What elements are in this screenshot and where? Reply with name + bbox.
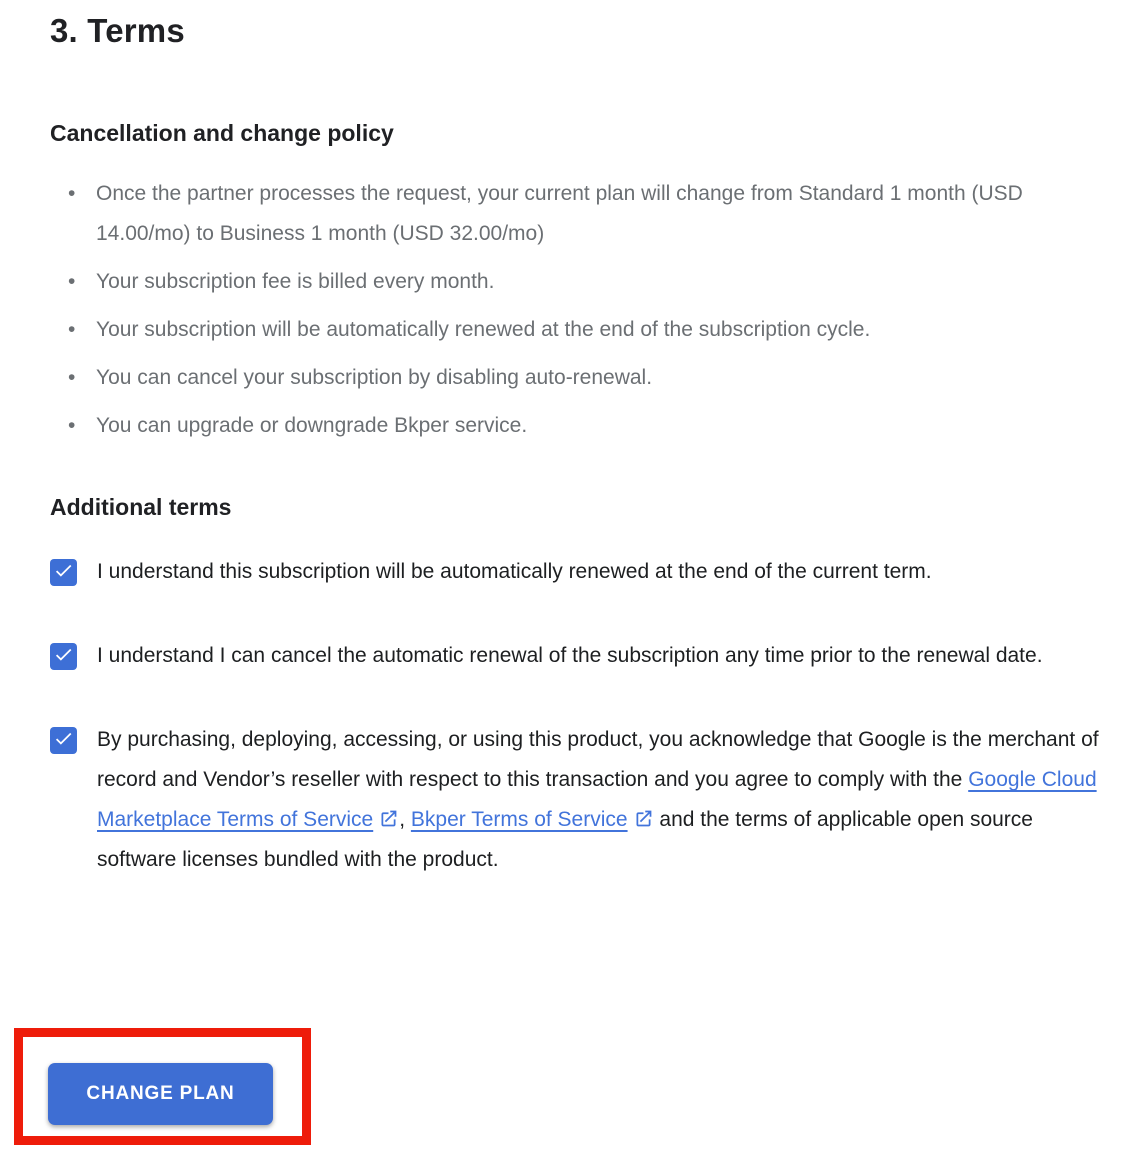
bullet-icon: • xyxy=(68,414,76,437)
list-item xyxy=(68,358,1114,398)
cancellation-policy-list xyxy=(50,174,1114,446)
list-item-text: You can upgrade or downgrade Bkper service. xyxy=(96,414,528,437)
list-item-text: Your subscription will be automatically renewed at the end of the subscription cycle. xyxy=(96,318,871,341)
cancel-anytime-checkbox[interactable] xyxy=(50,643,77,670)
check-icon xyxy=(53,560,74,586)
list-item xyxy=(68,174,1114,254)
check-icon xyxy=(53,728,74,754)
bkper-terms-link[interactable]: Bkper Terms of Service xyxy=(410,808,628,831)
list-item-text: You can cancel your subscription by disabling auto-renewal. xyxy=(96,366,653,389)
list-item xyxy=(68,406,1114,446)
checkbox-row-merchant-of-record xyxy=(50,720,1114,880)
list-item xyxy=(68,262,1114,302)
page-title: 3. Terms xyxy=(50,12,185,49)
cancellation-policy-heading: Cancellation and change policy xyxy=(50,120,394,146)
list-item xyxy=(68,310,1114,350)
list-item-text: Your subscription fee is billed every month. xyxy=(96,270,495,293)
check-icon xyxy=(53,644,74,670)
additional-terms-heading: Additional terms xyxy=(50,494,232,520)
bullet-icon: • xyxy=(68,182,76,205)
change-plan-button[interactable]: CHANGE PLAN xyxy=(48,1063,273,1125)
bullet-icon: • xyxy=(68,270,76,293)
marketplace-terms-link[interactable]: Google Cloud Marketplace Terms of Service xyxy=(97,768,1097,831)
label-text: , xyxy=(399,808,411,831)
label-text: By purchasing, deploying, accessing, or using this product, you acknowledge that Google is the merchant of record and Vendor’s reseller with respect to this transaction and you agree to comply with the xyxy=(97,728,1099,791)
checkbox-row-cancel-anytime xyxy=(50,636,1114,676)
open-in-new-icon xyxy=(373,808,399,831)
bullet-icon: • xyxy=(68,366,76,389)
open-in-new-icon xyxy=(628,808,654,831)
checkbox-label: I understand I can cancel the automatic renewal of the subscription any time prior to the renewal date. xyxy=(97,644,1043,667)
bullet-icon: • xyxy=(68,318,76,341)
auto-renew-checkbox[interactable] xyxy=(50,559,77,586)
merchant-of-record-checkbox[interactable] xyxy=(50,727,77,754)
checkbox-row-auto-renew xyxy=(50,552,1114,592)
label-text: and the terms of applicable open source software licenses bundled with the product. xyxy=(97,808,1033,871)
checkbox-label: I understand this subscription will be automatically renewed at the end of the current term. xyxy=(97,560,932,583)
checkbox-label xyxy=(97,720,1114,880)
list-item-text: Once the partner processes the request, your current plan will change from Standard 1 month (USD 14.00/mo) to Business 1 month (USD 32.00/mo) xyxy=(96,182,1023,245)
